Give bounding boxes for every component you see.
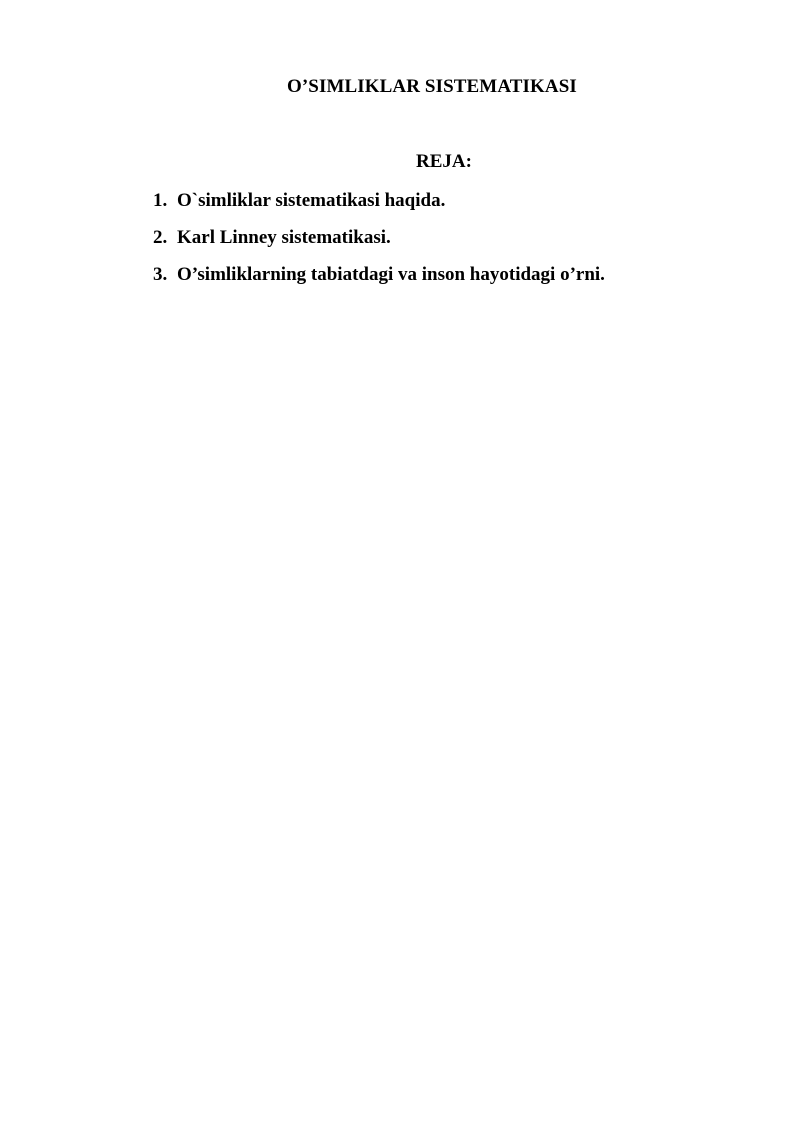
plan-heading: REJA: (416, 151, 472, 172)
plan-item (153, 189, 605, 226)
plan-item-number: 3. (153, 264, 168, 285)
plan-item-number: 2. (153, 227, 168, 248)
plan-item-text: Karl Linney sistematikasi. (177, 227, 391, 248)
plan-item-text: O`simliklar sistematikasi haqida. (177, 190, 446, 211)
document-title: O’SIMLIKLAR SISTEMATIKASI (287, 76, 577, 97)
plan-item-text: O’simliklarning tabiatdagi va inson hayotidagi o’rni. (177, 264, 605, 285)
plan-item-number: 1. (153, 190, 168, 211)
plan-item (153, 226, 605, 263)
plan-item (153, 263, 605, 300)
plan-list (153, 189, 605, 300)
